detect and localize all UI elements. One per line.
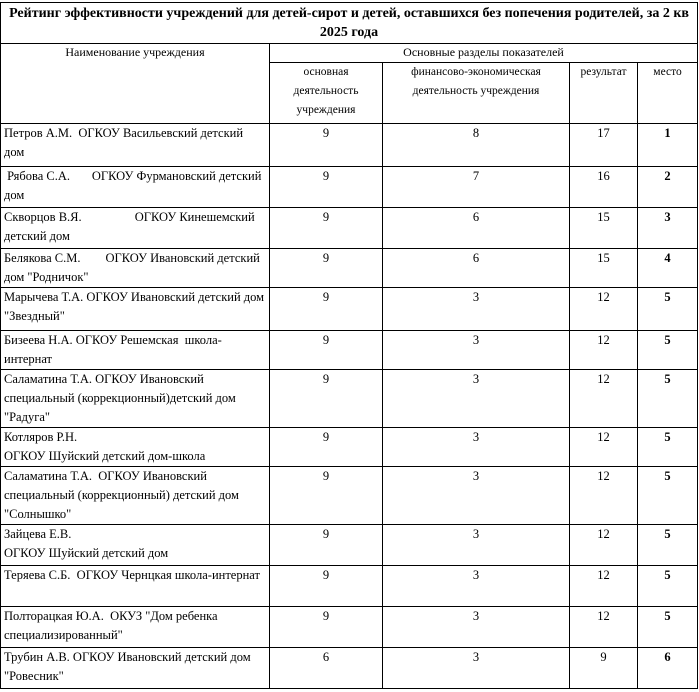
institution-name: Белякова С.М. ОГКОУ Ивановский детский дом "Родничок" <box>1 249 270 288</box>
finance-activity-score: 3 <box>383 331 570 370</box>
finance-activity-score: 3 <box>383 288 570 331</box>
place-value: 5 <box>638 428 698 467</box>
table-row <box>1 607 698 648</box>
finance-activity-score: 3 <box>383 370 570 428</box>
table-row <box>1 167 698 208</box>
finance-activity-score: 3 <box>383 607 570 648</box>
place-value: 2 <box>638 167 698 208</box>
institution-name: Саламатина Т.А. ОГКОУ Ивановский специальный (коррекционный) детский дом "Солнышко" <box>1 467 270 525</box>
header-result: результат <box>570 63 638 124</box>
main-activity-score: 9 <box>270 208 383 249</box>
result-score: 12 <box>570 331 638 370</box>
result-score: 12 <box>570 288 638 331</box>
main-activity-score: 9 <box>270 467 383 525</box>
main-activity-score: 9 <box>270 288 383 331</box>
result-score: 12 <box>570 428 638 467</box>
header-finance-activity: финансово-экономическая деятельность учреждения <box>383 63 570 124</box>
finance-activity-score: 3 <box>383 428 570 467</box>
table-row <box>1 249 698 288</box>
place-value: 4 <box>638 249 698 288</box>
result-score: 12 <box>570 607 638 648</box>
finance-activity-score: 3 <box>383 525 570 566</box>
result-score: 15 <box>570 249 638 288</box>
institution-name: Петров А.М. ОГКОУ Васильевский детский дом <box>1 124 270 167</box>
header-place: место <box>638 63 698 124</box>
institution-name: Рябова С.А. ОГКОУ Фурмановский детский дом <box>1 167 270 208</box>
finance-activity-score: 8 <box>383 124 570 167</box>
institution-name: Скворцов В.Я. ОГКОУ Кинешемский детский дом <box>1 208 270 249</box>
header-group: Основные разделы показателей <box>270 44 698 63</box>
institution-name: Саламатина Т.А. ОГКОУ Ивановский специальный (коррекционный)детский дом "Радуга" <box>1 370 270 428</box>
table-row <box>1 428 698 467</box>
main-activity-score: 9 <box>270 370 383 428</box>
institution-name: Трубин А.В. ОГКОУ Ивановский детский дом "Ровесник" <box>1 648 270 689</box>
table-row <box>1 467 698 525</box>
header-name: Наименование учреждения <box>1 44 270 124</box>
place-value: 6 <box>638 648 698 689</box>
main-activity-score: 9 <box>270 124 383 167</box>
result-score: 16 <box>570 167 638 208</box>
main-activity-score: 9 <box>270 331 383 370</box>
institution-name: Полторацкая Ю.А. ОКУЗ "Дом ребенка специализированный" <box>1 607 270 648</box>
institution-name: Котляров Р.Н. ОГКОУ Шуйский детский дом-школа <box>1 428 270 467</box>
institution-name: Теряева С.Б. ОГКОУ Чернцкая школа-интернат <box>1 566 270 607</box>
table-row <box>1 124 698 167</box>
main-activity-score: 9 <box>270 167 383 208</box>
result-score: 12 <box>570 467 638 525</box>
result-score: 12 <box>570 370 638 428</box>
institution-name: Бизеева Н.А. ОГКОУ Решемская школа-интернат <box>1 331 270 370</box>
result-score: 12 <box>570 525 638 566</box>
table-row <box>1 566 698 607</box>
result-score: 17 <box>570 124 638 167</box>
place-value: 5 <box>638 370 698 428</box>
finance-activity-score: 7 <box>383 167 570 208</box>
finance-activity-score: 3 <box>383 467 570 525</box>
place-value: 5 <box>638 467 698 525</box>
table-row <box>1 648 698 689</box>
place-value: 5 <box>638 525 698 566</box>
result-score: 9 <box>570 648 638 689</box>
table-row <box>1 208 698 249</box>
place-value: 5 <box>638 331 698 370</box>
main-activity-score: 9 <box>270 525 383 566</box>
finance-activity-score: 3 <box>383 566 570 607</box>
finance-activity-score: 6 <box>383 249 570 288</box>
table-row <box>1 525 698 566</box>
table-row <box>1 288 698 331</box>
institution-name: Марычева Т.А. ОГКОУ Ивановский детский дом "Звездный" <box>1 288 270 331</box>
main-activity-score: 9 <box>270 607 383 648</box>
main-activity-score: 6 <box>270 648 383 689</box>
rating-table <box>0 2 698 689</box>
institution-name: Зайцева Е.В. ОГКОУ Шуйский детский дом <box>1 525 270 566</box>
place-value: 5 <box>638 607 698 648</box>
table-title: Рейтинг эффективности учреждений для детей-сирот и детей, оставшихся без попечения родителей, за 2 кв 2025 года <box>1 3 698 44</box>
place-value: 1 <box>638 124 698 167</box>
table-row <box>1 370 698 428</box>
main-activity-score: 9 <box>270 566 383 607</box>
main-activity-score: 9 <box>270 428 383 467</box>
finance-activity-score: 3 <box>383 648 570 689</box>
place-value: 3 <box>638 208 698 249</box>
place-value: 5 <box>638 566 698 607</box>
result-score: 12 <box>570 566 638 607</box>
table-row <box>1 331 698 370</box>
result-score: 15 <box>570 208 638 249</box>
finance-activity-score: 6 <box>383 208 570 249</box>
place-value: 5 <box>638 288 698 331</box>
header-main-activity: основная деятельность учреждения <box>270 63 383 124</box>
main-activity-score: 9 <box>270 249 383 288</box>
